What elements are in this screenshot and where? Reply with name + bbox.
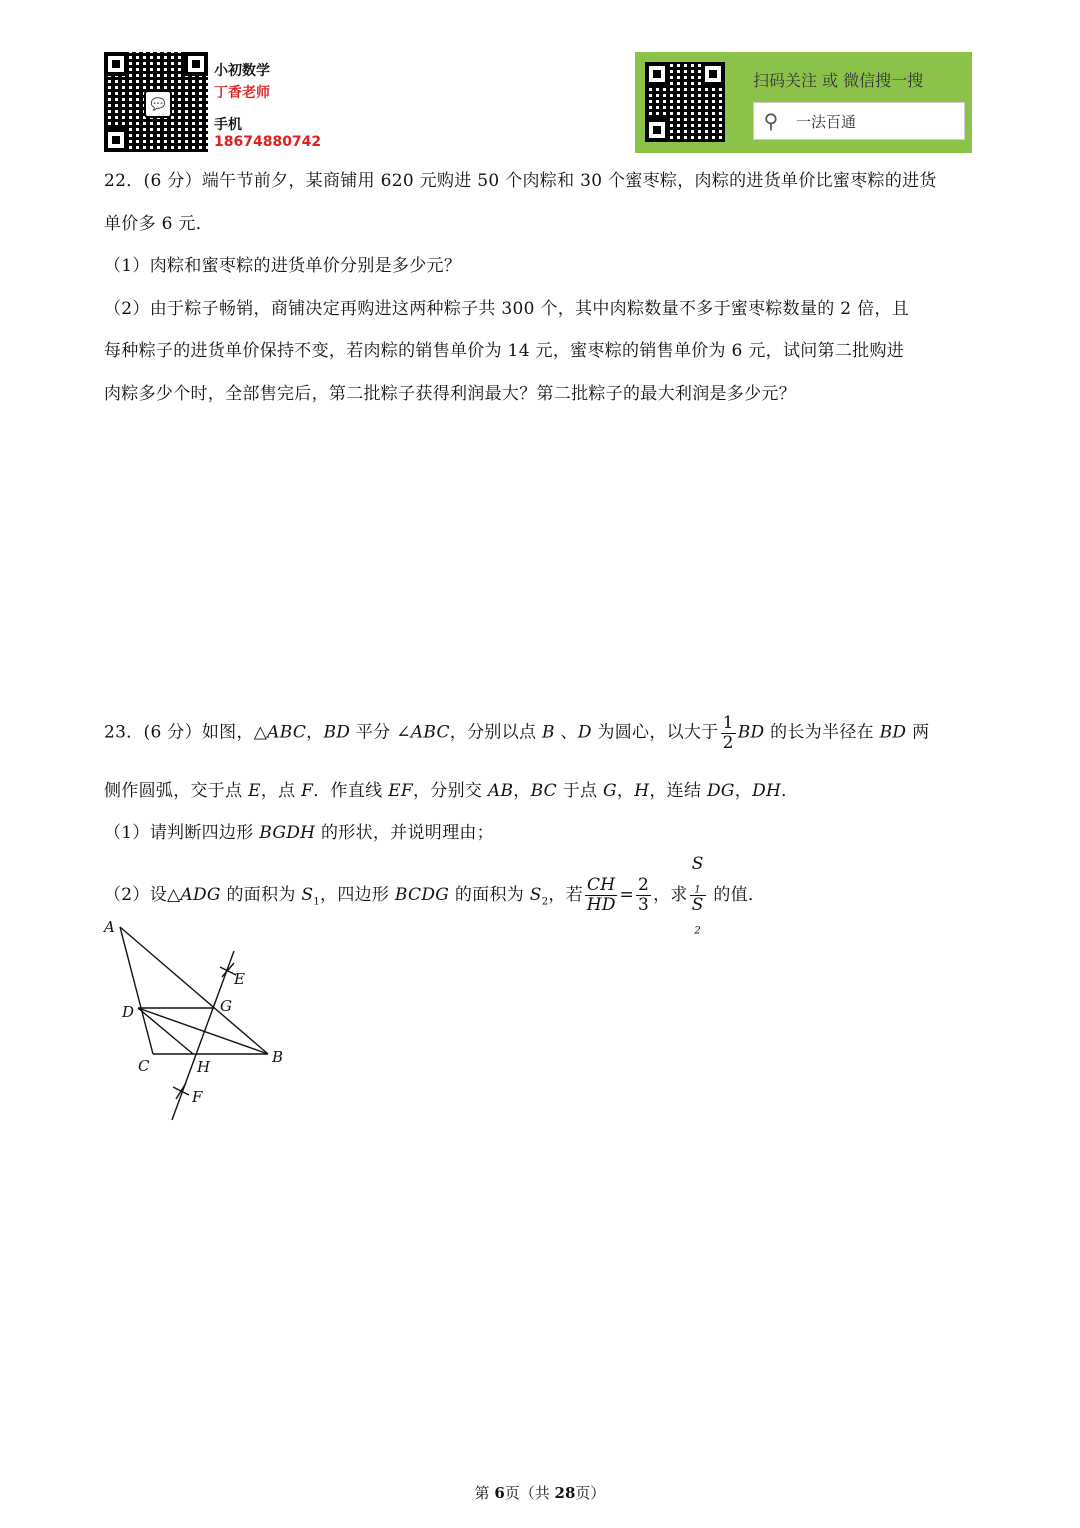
fraction-numerator: 1 — [722, 713, 734, 733]
qr-finder — [701, 62, 725, 86]
text: （1）请判断四边形 — [104, 823, 260, 843]
text: ， — [616, 781, 635, 801]
fraction-denominator: HD — [586, 895, 616, 916]
math: ABC — [267, 722, 307, 743]
fraction-half — [721, 714, 736, 752]
qr-finder — [104, 52, 128, 76]
q22-line1: 22．(6 分）端午节前夕，某商铺用 620 元购进 50 个肉粽和 30 个蜜枣粽，肉粽的进货单价比蜜枣粽的进货 — [104, 171, 937, 191]
math: S — [691, 895, 704, 916]
text: ，点 — [260, 781, 302, 801]
q22-part2-line3: 肉粽多少个时，全部售完后，第二批粽子获得利润最大？第二批粽子的最大利润是多少元？ — [104, 384, 796, 404]
text: ， — [306, 722, 324, 743]
equals-sign: = — [619, 885, 634, 906]
segment-ac — [120, 927, 153, 1054]
banner-slogan: 扫码关注 或 微信搜一搜 — [753, 71, 924, 90]
math: S — [691, 854, 704, 874]
text: ，求 — [653, 885, 688, 906]
qr-finder — [645, 62, 669, 86]
text: ，若 — [548, 885, 583, 906]
q22-line2: 单价多 6 元． — [104, 214, 214, 234]
text: ， — [734, 781, 753, 801]
footer-text: 页） — [575, 1484, 606, 1502]
banner-qr-code — [645, 62, 725, 142]
subscript: 1 — [694, 884, 702, 896]
fraction-denominator: 2 — [722, 732, 734, 753]
footer-text: 第 — [474, 1484, 495, 1502]
q23-line2 — [104, 776, 798, 801]
contact-phone-label: 手机 — [214, 117, 242, 133]
contact-phone-number: 18674880742 — [214, 134, 322, 150]
math: S — [301, 885, 314, 906]
text: ，分别以点 — [449, 722, 542, 743]
qr-finder — [184, 52, 208, 76]
text: ．作直线 — [313, 781, 389, 801]
total-pages: 28 — [554, 1484, 576, 1502]
contact-subject: 小初数学 — [214, 63, 270, 79]
q23-line1 — [104, 714, 929, 752]
subscript: 2 — [541, 896, 549, 908]
q23-part1 — [104, 818, 494, 843]
text: 为圆心，以大于 — [591, 722, 719, 743]
q22-part2-line1: （2）由于粽子畅销，商铺决定再购进这两种粽子共 300 个，其中肉粽数量不多于蜜枣粽数量的 2 倍，且 — [104, 299, 909, 319]
text: 、 — [554, 722, 578, 743]
page-footer — [0, 1482, 1080, 1503]
footer-text: 页（共 — [504, 1484, 555, 1502]
current-page: 6 — [494, 1484, 505, 1502]
text: 侧作圆弧，交于点 — [104, 781, 249, 801]
fraction-denominator — [690, 896, 706, 936]
contact-teacher: 丁香老师 — [214, 85, 270, 101]
label-e: E — [234, 970, 245, 988]
math: G — [603, 781, 617, 801]
label-a: A — [104, 918, 115, 936]
math: BD — [323, 722, 351, 743]
segment-dh — [138, 1008, 193, 1054]
line-ef — [172, 951, 234, 1120]
segment-db — [138, 1008, 268, 1054]
label-h: H — [197, 1058, 211, 1076]
math: BCDG — [394, 885, 450, 906]
text: 23．(6 分）如图，△ — [104, 722, 268, 743]
label-c: C — [138, 1057, 150, 1075]
label-b: B — [272, 1048, 284, 1066]
math: AB — [487, 781, 514, 801]
search-icon: ⚲ — [763, 109, 779, 133]
text: 于点 — [556, 781, 603, 801]
fraction-numerator: 2 — [637, 875, 650, 896]
fraction-numerator — [690, 855, 706, 896]
text: 的面积为 — [220, 885, 302, 906]
wechat-qr-code — [104, 52, 208, 152]
text: （2）设△ — [104, 885, 181, 906]
math: BC — [530, 781, 557, 801]
fraction-two-thirds — [636, 876, 651, 914]
label-f: F — [192, 1088, 203, 1106]
math: DH — [752, 781, 782, 801]
text: 的值． — [707, 885, 766, 906]
text: ，连结 — [649, 781, 707, 801]
text: 的面积为 — [449, 885, 530, 906]
label-g: G — [220, 997, 232, 1015]
text: ，四边形 — [320, 885, 395, 906]
wechat-icon: 💬 — [144, 90, 172, 118]
qr-finder — [104, 128, 128, 152]
text: 平分 ∠ — [350, 722, 411, 743]
segment-ab — [120, 927, 268, 1054]
math: BGDH — [259, 823, 316, 843]
banner-search-text: 一法百通 — [796, 112, 857, 131]
math: H — [634, 781, 650, 801]
q22-part1: （1）肉粽和蜜枣粽的进货单价分别是多少元？ — [104, 256, 462, 276]
banner-search-box[interactable] — [753, 102, 965, 140]
math: BD — [737, 722, 765, 743]
qr-finder — [645, 118, 669, 142]
fraction-numerator: CH — [587, 875, 616, 896]
math: BD — [879, 722, 907, 743]
fraction-denominator: 3 — [637, 895, 650, 916]
subscript: 2 — [694, 925, 702, 937]
text: 的长为半径在 — [764, 722, 880, 743]
math: ABC — [410, 722, 450, 743]
fraction-ch-hd — [585, 876, 617, 914]
math: EF — [388, 781, 413, 801]
fraction-s1-s2 — [690, 855, 706, 936]
text: ， — [513, 781, 531, 801]
promo-banner — [635, 52, 972, 153]
math: ADG — [180, 885, 221, 906]
math: S — [529, 885, 542, 906]
math: D — [577, 722, 592, 743]
math: DG — [706, 781, 735, 801]
text: 的形状，并说明理由； — [315, 823, 494, 843]
math: F — [301, 781, 314, 801]
label-d: D — [122, 1003, 135, 1021]
text: 两 — [906, 722, 930, 743]
math: B — [542, 722, 555, 743]
subscript: 1 — [313, 896, 321, 908]
text: ． — [781, 781, 799, 801]
math: E — [248, 781, 261, 801]
text: ，分别交 — [412, 781, 488, 801]
q22-part2-line2: 每种粽子的进货单价保持不变，若肉粽的销售单价为 14 元，蜜枣粽的销售单价为 6 元，试问第二批购进 — [104, 341, 905, 361]
geometry-figure — [100, 915, 300, 1130]
